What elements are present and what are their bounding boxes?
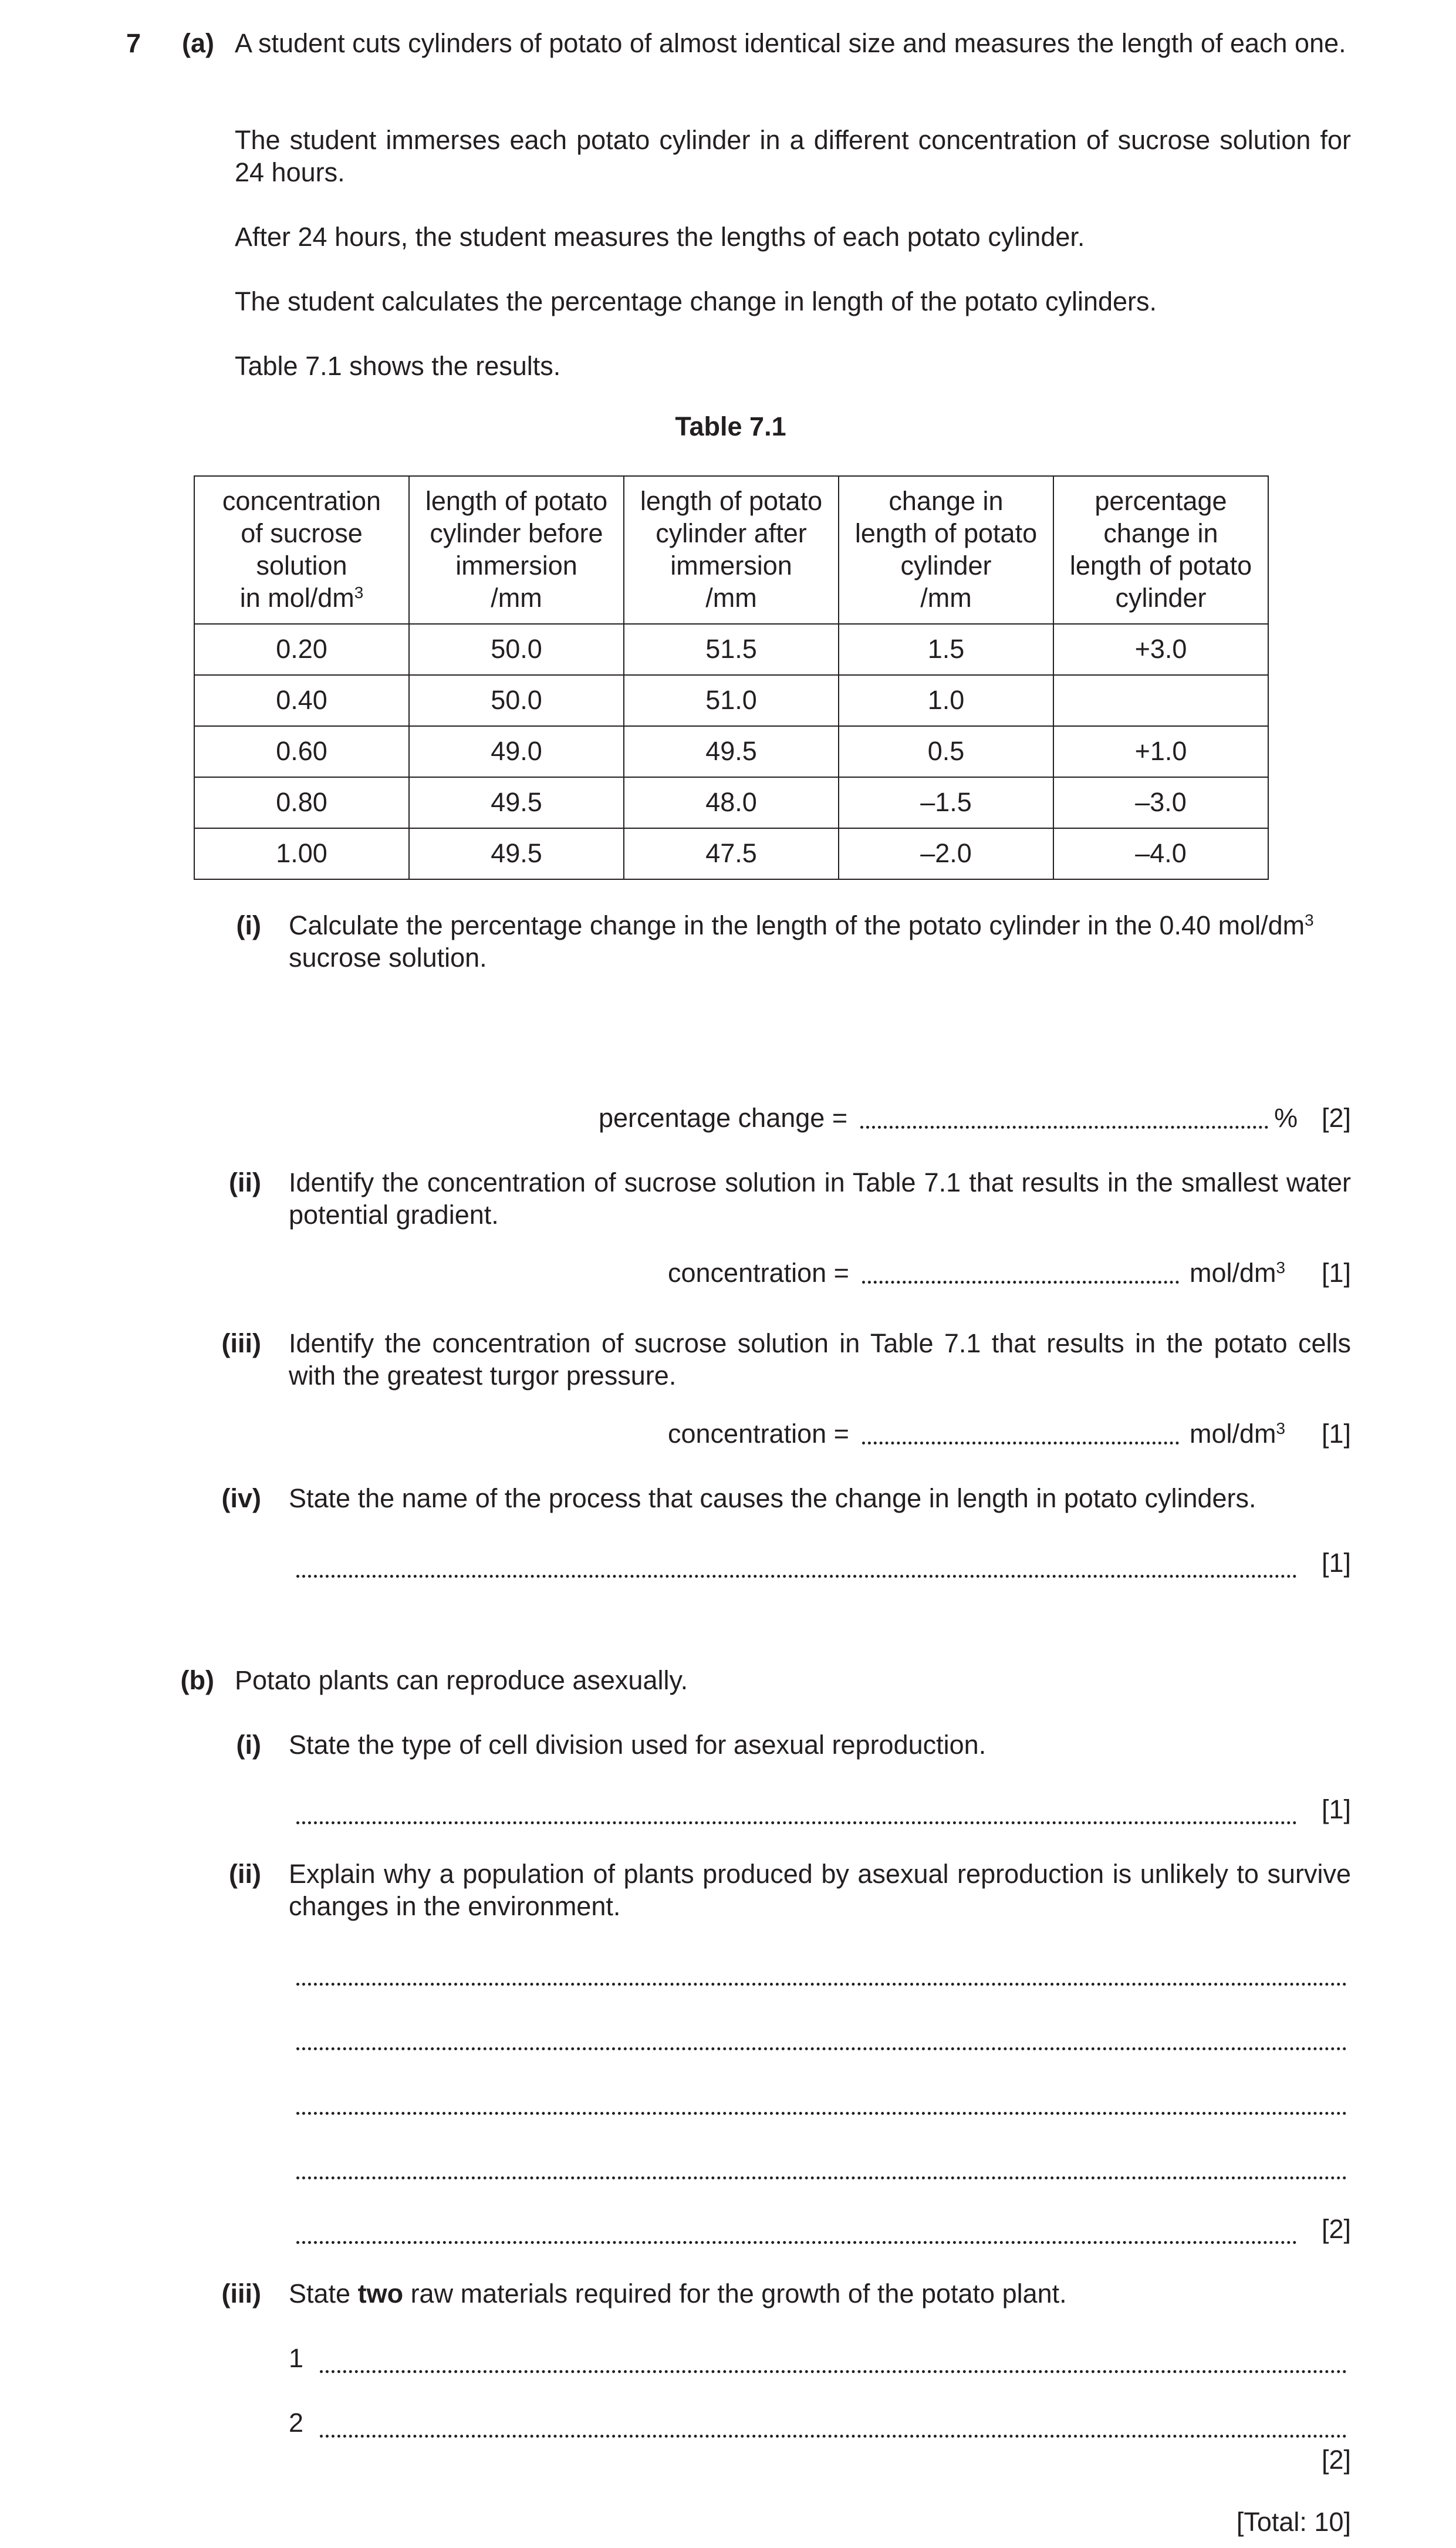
table-caption: Table 7.1 [675,411,786,441]
marks-label: [1] [1321,1419,1351,1449]
table-cell: 47.5 [624,828,839,879]
table-cell: 0.20 [194,624,409,675]
table-cell: 49.5 [624,726,839,777]
answer-line[interactable] [860,1126,1268,1129]
answer-prefix: concentration = [668,1258,849,1288]
part-a-intro-2: The student immerses each potato cylinder in a different concentration of sucrose solution for 24 hours. [235,125,1351,187]
table-cell: 1.00 [194,828,409,879]
emphasis-two: two [357,2279,404,2309]
results-table [194,475,1269,880]
table-header-row [194,476,1268,624]
answer-line[interactable] [862,1442,1179,1445]
sub-b-i-text: State the type of cell division used for asexual reproduction. [289,1730,987,1760]
answer-line[interactable] [296,2112,1347,2115]
sub-i-superscript: 3 [1305,910,1314,929]
sub-i-answer-row [599,1102,1298,1135]
table-cell: 49.5 [409,828,624,879]
table-cell: 0.5 [839,726,1053,777]
sub-b-iii-label: (iii) [221,2279,261,2309]
answer-unit: mol/$dm^3$ [1189,1258,1286,1288]
header-line: concentration [222,486,381,517]
marks-label: [2] [1321,2214,1351,2244]
table-cell: –1.5 [839,777,1053,828]
table-cell: +3.0 [1053,624,1268,675]
part-a-intro-5: Table 7.1 shows the results. [235,351,561,381]
sub-ii-answer-row [668,1257,1285,1290]
answer-line[interactable] [296,2241,1297,2244]
header-line: immersion [455,551,577,581]
header-line: of sucrose [241,518,363,549]
table-row [194,828,1268,879]
answer-unit: % [1274,1103,1298,1133]
sub-b-iii-text: State two raw materials required for the growth of the potato plant. [289,2279,1067,2309]
question-number: 7 [126,28,141,58]
table-cell: 0.40 [194,675,409,726]
table-cell: 51.5 [624,624,839,675]
table-row [194,777,1268,828]
header-line: cylinder before [430,518,603,549]
total-marks: [Total: 10] [1236,2507,1351,2537]
header-line: length of potato [854,518,1038,549]
header-line: change in [889,486,1004,517]
header-line: cylinder [1115,582,1207,613]
sub-ii-label: (ii) [229,1167,261,1197]
answer-line[interactable] [296,1983,1347,1986]
marks-label: [1] [1321,1258,1351,1288]
part-a-intro-4: The student calculates the percentage change in length of the potato cylinders. [235,286,1157,316]
table-cell-blank[interactable] [1053,675,1268,726]
answer-prefix: concentration = [668,1419,849,1449]
header-change-in-length [839,476,1053,624]
answer-line[interactable] [320,2435,1347,2438]
header-line: /mm [705,582,757,613]
marks-label: [2] [1321,2445,1351,2475]
answer-line[interactable] [296,2176,1347,2179]
answer-line-number: 1 [289,2343,304,2373]
marks-label: [2] [1321,1103,1351,1133]
answer-line-number: 2 [289,2408,304,2438]
header-line: immersion [670,551,792,581]
sub-iv-label: (iv) [221,1483,261,1513]
table-cell: 48.0 [624,777,839,828]
header-line: /mm [491,582,542,613]
sub-i-label: (i) [236,910,261,940]
table-cell: 0.60 [194,726,409,777]
table-cell: 50.0 [409,624,624,675]
sub-iii-label: (iii) [221,1328,261,1358]
sub-i-text [289,910,1351,974]
table-cell: 0.80 [194,777,409,828]
sub-i-text-main: Calculate the percentage change in the length of the potato cylinder in the 0.40 mol/dm [289,910,1305,940]
table-cell: 49.0 [409,726,624,777]
table-row [194,726,1268,777]
answer-line[interactable] [296,1821,1297,1824]
answer-prefix: percentage change = [599,1103,848,1133]
part-b-intro: Potato plants can reproduce asexually. [235,1665,688,1695]
table-row [194,675,1268,726]
sub-iv-text: State the name of the process that causes the change in length in potato cylinders. [289,1483,1256,1513]
table-cell: 49.5 [409,777,624,828]
header-line: percentage [1094,486,1227,517]
part-b-label: (b) [180,1665,214,1695]
table-cell: –2.0 [839,828,1053,879]
sub-b-i-label: (i) [236,1730,261,1760]
header-line: solution [256,551,347,581]
header-line: change in [1103,518,1218,549]
table-cell: 1.5 [839,624,1053,675]
table-cell: 51.0 [624,675,839,726]
header-line: length of potato [425,486,608,517]
header-line: /mm [920,582,972,613]
sub-ii-text: Identify the concentration of sucrose solution in Table 7.1 that results in the smallest water potential gradient. [289,1167,1351,1230]
sub-i-text-end: sucrose solution. [289,942,487,973]
part-a-label: (a) [182,28,214,58]
table-row [194,624,1268,675]
header-line: in mol/dm [239,582,354,613]
sub-b-ii-text: Explain why a population of plants produced by asexual reproduction is unlikely to survive changes in the environment. [289,1859,1351,1921]
header-superscript: 3 [354,583,364,602]
header-length-before [409,476,624,624]
marks-label: [1] [1321,1794,1351,1824]
table-cell: –4.0 [1053,828,1268,879]
header-length-after [624,476,839,624]
sub-b-ii-label: (ii) [229,1859,261,1889]
table-cell: 50.0 [409,675,624,726]
header-line: length of potato [640,486,823,517]
sub-iii-answer-row [668,1418,1285,1450]
header-line: cylinder after [656,518,807,549]
answer-line[interactable] [296,1575,1297,1578]
table-cell: 1.0 [839,675,1053,726]
header-line: cylinder [900,551,992,581]
table-cell: –3.0 [1053,777,1268,828]
header-concentration [194,476,409,624]
answer-unit: mol/$dm^3$ [1189,1419,1286,1449]
part-a-intro-3: After 24 hours, the student measures the lengths of each potato cylinder. [235,222,1085,252]
header-percentage-change [1053,476,1268,624]
header-line: length of potato [1069,551,1252,581]
table-cell: +1.0 [1053,726,1268,777]
answer-line[interactable] [320,2370,1347,2373]
answer-line[interactable] [862,1281,1179,1284]
sub-iii-text: Identify the concentration of sucrose solution in Table 7.1 that results in the potato cells with the greatest turgor pressure. [289,1328,1351,1391]
part-a-intro-1: A student cuts cylinders of potato of almost identical size and measures the length of each one. [235,28,1346,58]
answer-line[interactable] [296,2047,1347,2050]
marks-label: [1] [1321,1548,1351,1578]
